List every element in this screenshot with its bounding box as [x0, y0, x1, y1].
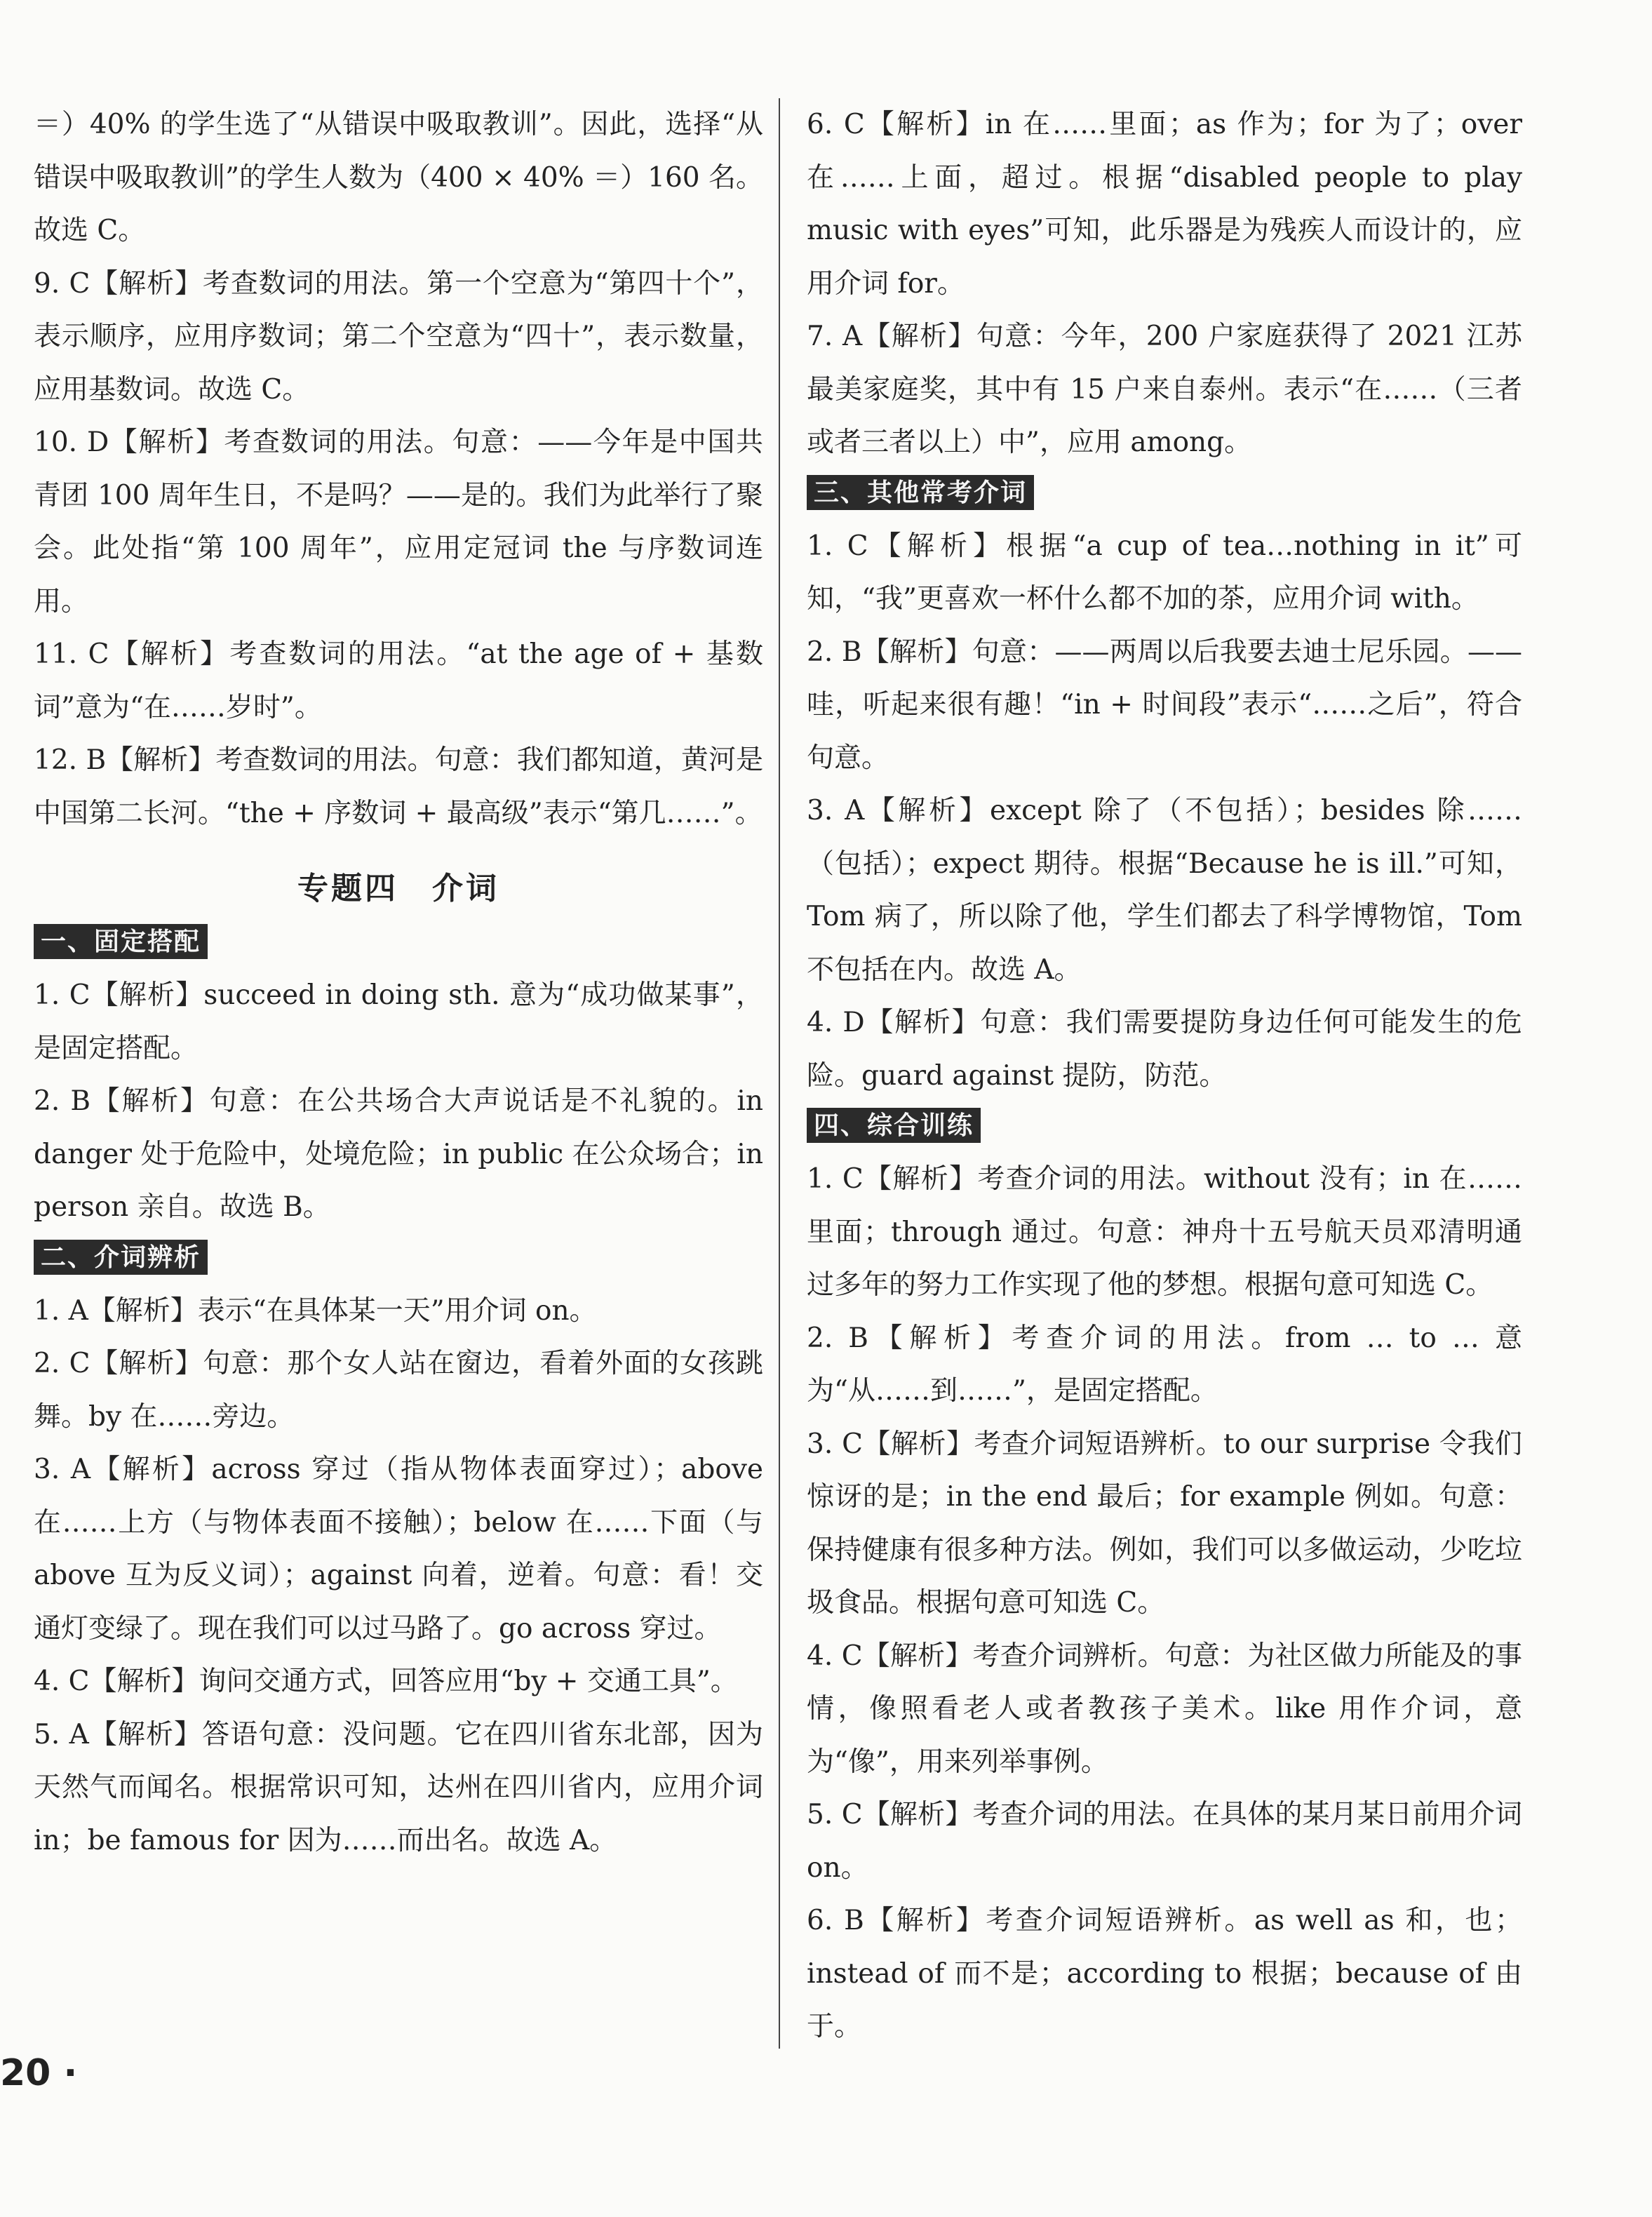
- section-heading: [807, 1108, 1522, 1148]
- answer-explanation: 10. D【解析】考查数词的用法。句意：——今年是中国共青团 100 周年生日，不是吗？——是的。我们为此举行了聚会。此处指“第 100 周年”，应用定冠词 the 与序数词连用。: [34, 427, 763, 617]
- answer-explanation: 1. C【解析】succeed in doing sth. 意为“成功做某事”，是固定搭配。: [34, 979, 763, 1064]
- answer-explanation: 12. B【解析】考查数词的用法。句意：我们都知道，黄河是中国第二长河。“the + 序数词 + 最高级”表示“第几……”。: [34, 744, 763, 829]
- section-heading-label: 四、综合训练: [807, 1108, 981, 1143]
- answer-explanation: 3. A【解析】except 除了（不包括）；besides 除……（包括）；expect 期待。根据“Because he is ill.”可知，Tom 病了，所以除了他，学生们都去了科学博物馆，Tom 不包括在内。故选 A。: [807, 795, 1522, 986]
- section-heading-label: 三、其他常考介词: [807, 475, 1034, 510]
- answer-explanation: 3. A【解析】across 穿过（指从物体表面穿过）；above 在……上方（与物体表面不接触）；below 在……下面（与 above 互为反义词）；against 向着，逆着。句意：看！交通灯变绿了。现在我们可以过马路了。go across 穿过。: [34, 1454, 763, 1645]
- answer-explanation: 4. C【解析】询问交通方式，回答应用“by + 交通工具”。: [34, 1666, 738, 1697]
- section-heading-label: 二、介词辨析: [34, 1240, 208, 1275]
- answer-explanation: 1. C【解析】考查介词的用法。without 没有；in 在……里面；through 通过。句意：神舟十五号航天员邓清明通过多年的努力工作实现了他的梦想。根据句意可知选 C。: [807, 1163, 1522, 1301]
- answer-explanation: 1. C【解析】根据“a cup of tea…nothing in it”可知，“我”更喜欢一杯什么都不加的茶，应用介词 with。: [807, 530, 1522, 615]
- answer-explanation: 4. C【解析】考查介词辨析。句意：为社区做力所能及的事情，像照看老人或者教孩子美术。like 用作介词，意为“像”，用来列举事例。: [807, 1640, 1522, 1778]
- section-heading: [807, 475, 1522, 516]
- answer-explanation: 6. C【解析】in 在……里面；as 作为；for 为了；over 在……上面，超过。根据“disabled people to play music with eyes”可知，此乐器是为残疾人而设计的，应用介词 for。: [807, 109, 1522, 300]
- answer-explanation: 6. B【解析】考查介词短语辨析。as well as 和，也；instead of 而不是；according to 根据；because of 由于。: [807, 1905, 1522, 2042]
- answer-explanation: 7. A【解析】句意：今年，200 户家庭获得了 2021 江苏最美家庭奖，其中有 15 户来自泰州。表示“在……（三者或者三者以上）中”，应用 among。: [807, 321, 1522, 458]
- answer-explanation: 1. A【解析】表示“在具体某一天”用介词 on。: [34, 1294, 597, 1327]
- left-column: [34, 98, 763, 1867]
- answer-explanation: 9. C【解析】考查数词的用法。第一个空意为“第四十个”，表示顺序，应用序数词；第二个空意为“四十”，表示数量，应用基数词。故选 C。: [34, 267, 763, 406]
- section-heading: [34, 924, 763, 965]
- right-column: [807, 98, 1522, 2054]
- section-heading: [34, 1240, 763, 1280]
- section-heading-label: 一、固定搭配: [34, 924, 208, 959]
- answer-explanation: 2. B【解析】句意：——两周以后我要去迪士尼乐园。——哇，听起来很有趣！“in + 时间段”表示“……之后”，符合句意。: [807, 636, 1522, 774]
- answer-explanation: 2. C【解析】句意：那个女人站在窗边，看着外面的女孩跳舞。by 在……旁边。: [34, 1348, 763, 1433]
- answer-explanation: 5. C【解析】考查介词的用法。在具体的某月某日前用介词 on。: [807, 1799, 1522, 1884]
- answer-explanation: 2. B【解析】考查介词的用法。from … to … 意为“从……到……”，是固定搭配。: [807, 1322, 1522, 1407]
- answer-explanation: 4. D【解析】句意：我们需要提防身边任何可能发生的危险。guard against 提防，防范。: [807, 1007, 1522, 1092]
- chapter-title: 专题四 介词: [297, 871, 499, 906]
- answer-explanation: 5. A【解析】答语句意：没问题。它在四川省东北部，因为天然气而闻名。根据常识可知，达州在四川省内，应用介词 in；be famous for 因为……而出名。故选 A。: [34, 1718, 763, 1856]
- column-divider: [779, 98, 780, 2049]
- answer-explanation: 3. C【解析】考查介词短语辨析。to our surprise 令我们惊讶的是；in the end 最后；for example 例如。句意：保持健康有很多种方法。例如，我们可以多做运动，少吃垃圾食品。根据句意可知选 C。: [807, 1428, 1522, 1619]
- answer-explanation: 11. C【解析】考查数词的用法。“at the age of + 基数词”意为“在……岁时”。: [34, 638, 763, 723]
- answer-explanation: 2. B【解析】句意：在公共场合大声说话是不礼貌的。in danger 处于危险中，处境危险；in public 在公众场合；in person 亲自。故选 B。: [34, 1085, 763, 1223]
- page-number: 20 ·: [0, 2052, 78, 2094]
- answer-explanation: ＝）40% 的学生选了“从错误中吸取教训”。因此，选择“从错误中吸取教训”的学生人数为（400 × 40% ＝）160 名。故选 C。: [34, 109, 763, 246]
